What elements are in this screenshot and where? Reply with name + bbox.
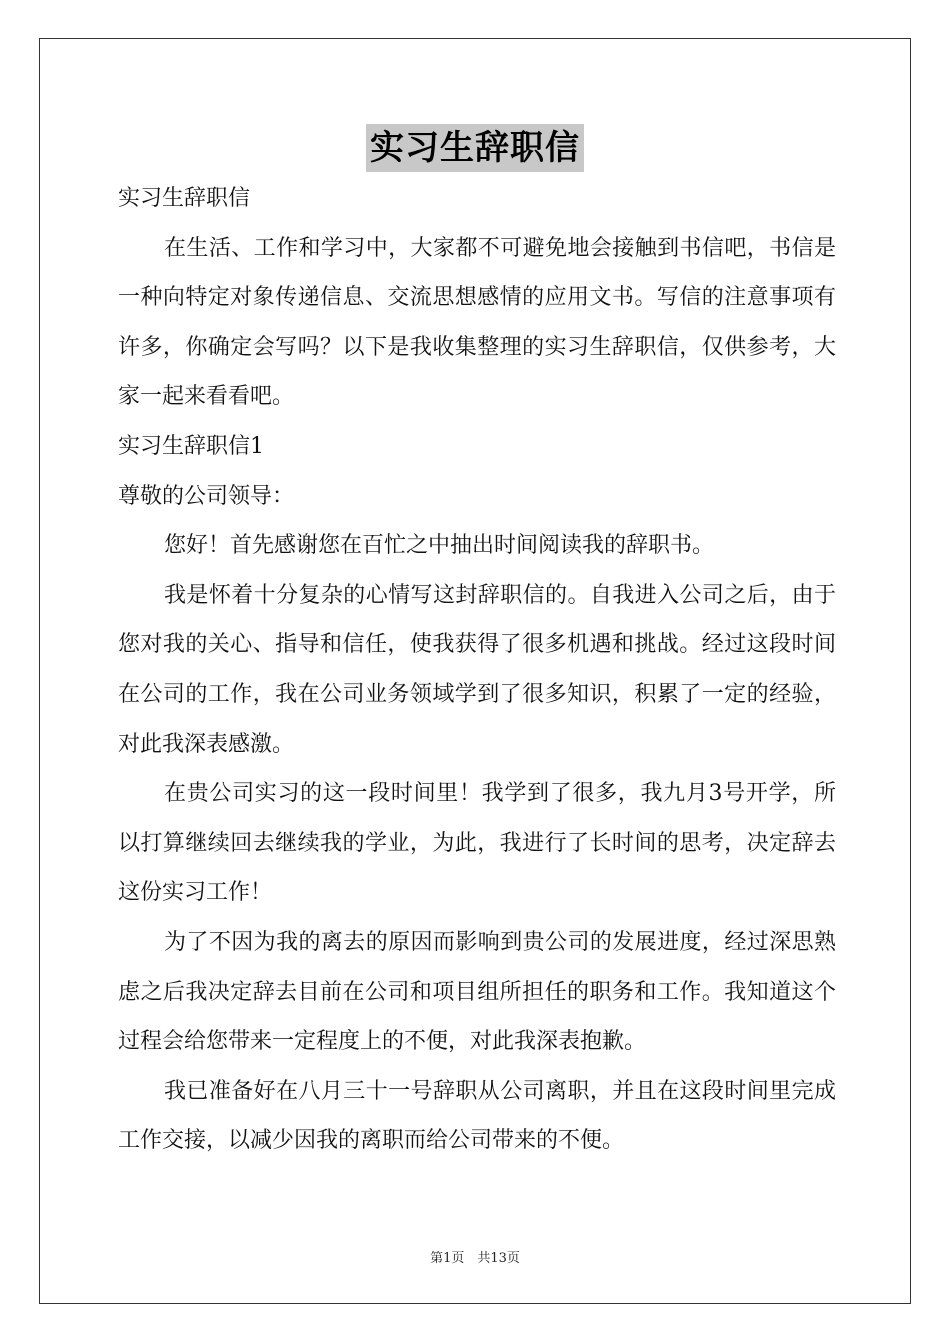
section-heading: 实习生辞职信1 bbox=[118, 433, 264, 459]
document-title: 实习生辞职信 bbox=[366, 124, 584, 172]
page-footer bbox=[0, 1247, 950, 1266]
page-number: 第1页 共13页 bbox=[430, 1251, 520, 1266]
body-paragraph: 我是怀着十分复杂的心情写这封辞职信的。自我进入公司之后，由于您对我的关心、指导和信任，使我获得了很多机遇和挑战。经过这段时间在公司的工作，我在公司业务领域学到了很多知识，积累了一定的经验，对此我深表感激。 bbox=[118, 582, 836, 757]
body-paragraph: 我已准备好在八月三十一号辞职从公司离职，并且在这段时间里完成工作交接，以减少因我的离职而给公司带来的不便。 bbox=[118, 1078, 836, 1154]
body-paragraph: 您好！首先感谢您在百忙之中抽出时间阅读我的辞职书。 bbox=[164, 533, 715, 559]
body-paragraph: 为了不因为我的离去的原因而影响到贵公司的发展进度，经过深思熟虑之后我决定辞去目前在公司和项目组所担任的职务和工作。我知道这个过程会给您带来一定程度上的不便，对此我深表抱歉。 bbox=[118, 929, 836, 1055]
document-subtitle: 实习生辞职信 bbox=[118, 186, 251, 211]
title-container bbox=[0, 124, 950, 172]
document-body bbox=[118, 174, 836, 1166]
salutation: 尊敬的公司领导： bbox=[118, 483, 295, 509]
intro-paragraph: 在生活、工作和学习中，大家都不可避免地会接触到书信吧，书信是一种向特定对象传递信息、交流思想感情的应用文书。写信的注意事项有许多，你确定会写吗？以下是我收集整理的实习生辞职信，仅供参考，大家一起来看看吧。 bbox=[118, 235, 836, 410]
body-paragraph: 在贵公司实习的这一段时间里！我学到了很多，我九月3号开学，所以打算继续回去继续我的学业，为此，我进行了长时间的思考，决定辞去这份实习工作！ bbox=[118, 781, 836, 906]
